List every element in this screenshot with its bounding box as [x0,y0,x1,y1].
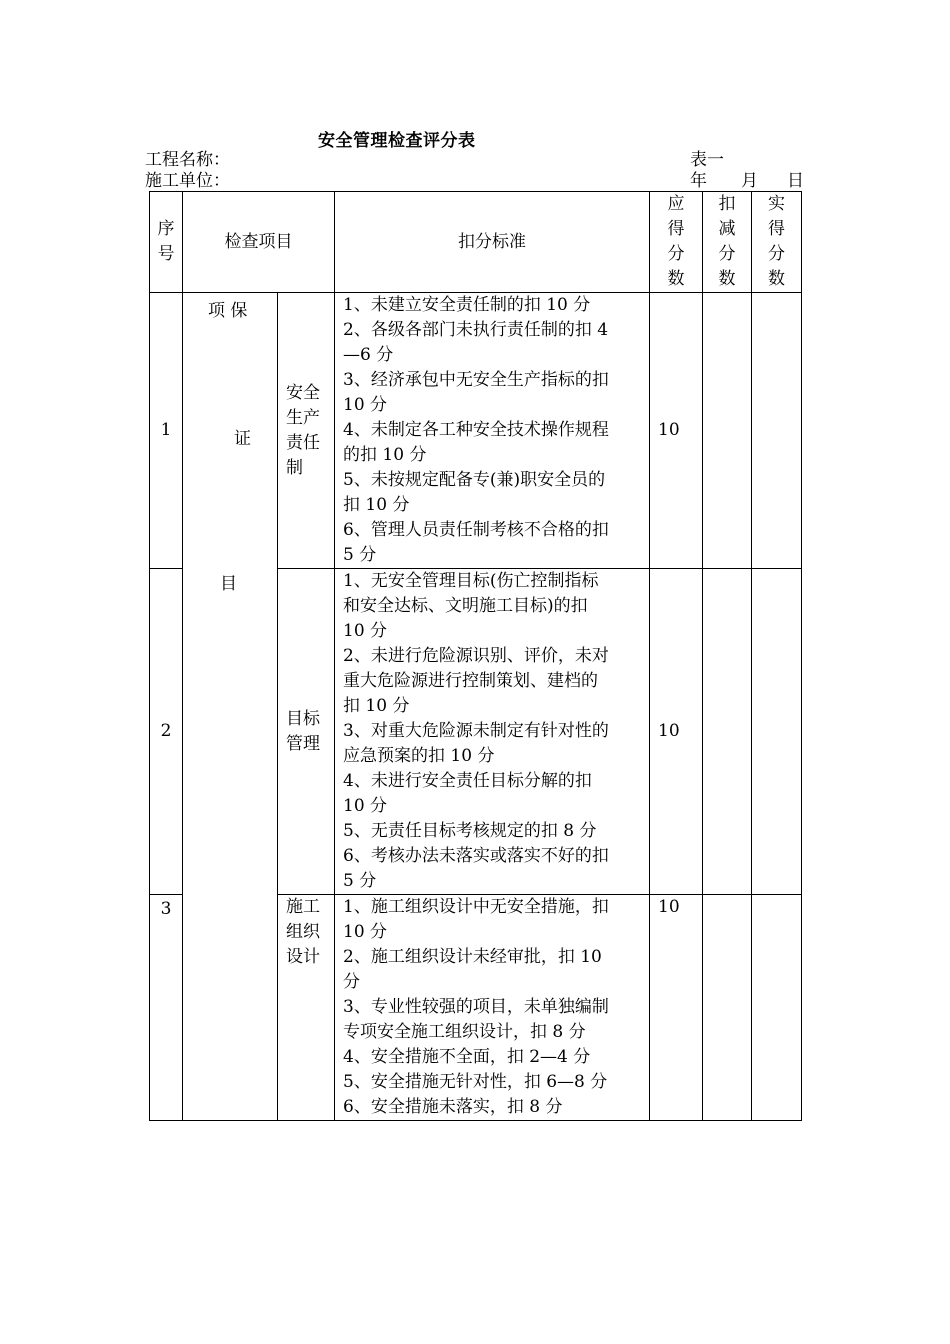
row-seq: 2 [150,569,183,895]
criteria-line: 3、经济承包中无安全生产指标的扣 [343,370,609,390]
table-row [150,569,802,895]
header-row [150,192,802,293]
criteria-line: 4、未制定各工种安全技术操作规程 [343,420,609,440]
criteria-line: 4、未进行安全责任目标分解的扣 [343,771,592,791]
row-actual[interactable] [752,569,802,895]
document-title: 安全管理检查评分表 [318,131,476,151]
criteria-line: 6、安全措施未落实，扣 8 分 [343,1097,563,1117]
project-name-label: 工程名称： [145,150,230,170]
row-deducted[interactable] [703,293,752,569]
criteria-line: 10 分 [343,395,388,415]
row-criteria [335,895,650,1121]
header-due-score: 应得分数 [650,192,703,293]
row-item: 施工组织设计 [278,895,335,1121]
criteria-line: 2、未进行危险源识别、评价，未对 [343,646,609,666]
criteria-line: 3、专业性较强的项目，未单独编制 [343,997,609,1017]
criteria-line: 重大危险源进行控制策划、建档的 [343,671,598,691]
row-item: 安全生产责任制 [278,293,335,569]
criteria-line: 5、未按规定配备专(兼)职安全员的 [343,470,606,490]
criteria-line: 扣 10 分 [343,495,410,515]
criteria-line: 专项安全施工组织设计，扣 8 分 [343,1022,586,1042]
header-criteria: 扣分标准 [335,192,650,293]
row-criteria [335,569,650,895]
criteria-line: 的扣 10 分 [343,445,427,465]
criteria-line: 6、考核办法未落实或落实不好的扣 [343,846,609,866]
criteria-line: 1、施工组织设计中无安全措施，扣 [343,897,609,917]
score-table [149,191,802,1121]
criteria-line: —6 分 [343,345,394,365]
row-seq: 3 [150,895,183,1121]
header-seq: 序号 [150,192,183,293]
table-row [150,895,802,1121]
row-seq: 1 [150,293,183,569]
criteria-line: 分 [343,972,360,992]
criteria-line: 10 分 [343,796,388,816]
category-cell [183,895,278,1121]
row-deducted[interactable] [703,895,752,1121]
criteria-line: 应急预案的扣 10 分 [343,746,495,766]
criteria-line: 1、未建立安全责任制的扣 10 分 [343,295,591,315]
criteria-line: 5 分 [343,871,377,891]
category-char: 项 保 [208,301,248,321]
criteria-line: 10 分 [343,621,388,641]
row-due-score: 10 [650,895,703,1121]
row-deducted[interactable] [703,569,752,895]
table-id: 表一 [690,150,724,170]
criteria-line: 5、无责任目标考核规定的扣 8 分 [343,821,597,841]
category-char: 证 [234,429,251,449]
header-deducted: 扣减分数 [703,192,752,293]
category-cell [183,293,278,569]
date-day-label: 日 [787,171,804,191]
criteria-line: 2、施工组织设计未经审批，扣 10 [343,947,602,967]
criteria-line: 10 分 [343,922,388,942]
header-actual: 实得分数 [752,192,802,293]
criteria-line: 5、安全措施无针对性，扣 6—8 分 [343,1072,608,1092]
row-item: 目标管理 [278,569,335,895]
table-row [150,293,802,569]
row-due-score: 10 [650,569,703,895]
row-due-score: 10 [650,293,703,569]
criteria-line: 6、管理人员责任制考核不合格的扣 [343,520,609,540]
criteria-line: 4、安全措施不全面，扣 2—4 分 [343,1047,591,1067]
category-char: 目 [220,573,237,594]
criteria-line: 5 分 [343,545,377,565]
construction-unit-label: 施工单位： [145,171,230,191]
criteria-line: 3、对重大危险源未制定有针对性的 [343,721,609,741]
date-month-label: 月 [741,171,758,191]
date-year-label: 年 [690,171,707,191]
category-cell [183,569,278,895]
row-actual[interactable] [752,895,802,1121]
row-actual[interactable] [752,293,802,569]
criteria-line: 1、无安全管理目标(伤亡控制指标 [343,571,599,591]
row-criteria [335,293,650,569]
criteria-line: 扣 10 分 [343,696,410,716]
criteria-line: 和安全达标、文明施工目标)的扣 [343,596,588,616]
criteria-line: 2、各级各部门未执行责任制的扣 4 [343,320,609,340]
header-item: 检查项目 [183,192,335,293]
